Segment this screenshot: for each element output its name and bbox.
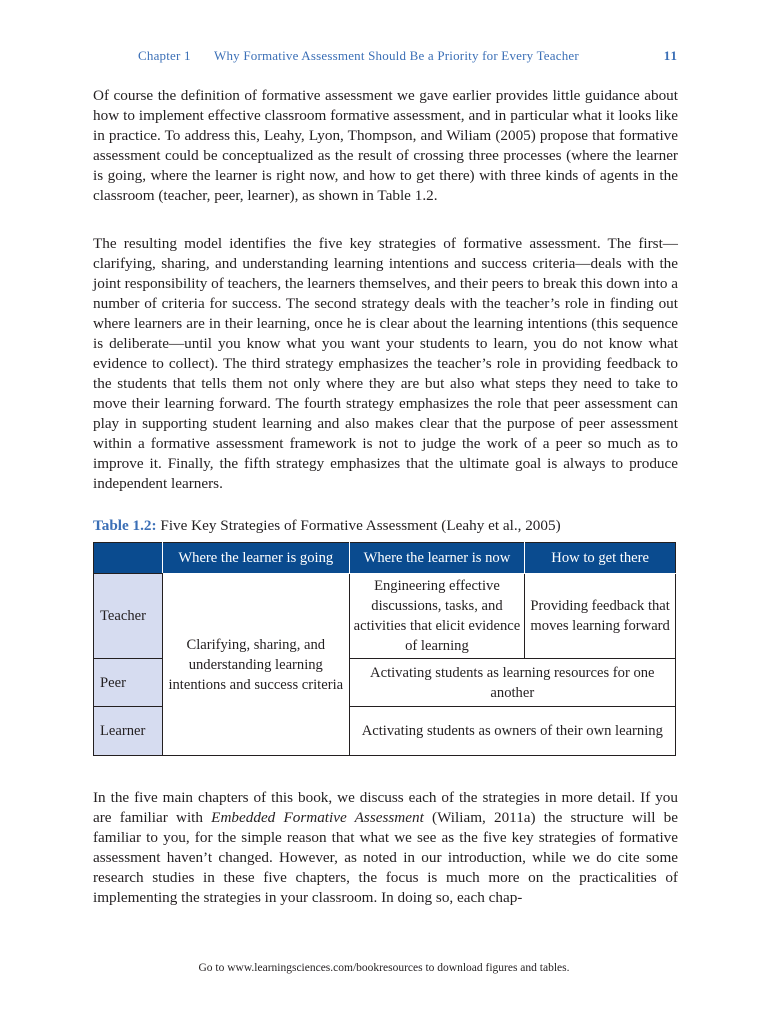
agent-learner: Learner bbox=[94, 707, 163, 756]
paragraph-3-start: In the five main chapters of this book, we discuss each of the strategies in more detail. If you are familiar with bbox=[93, 789, 678, 826]
strategies-table bbox=[93, 542, 676, 756]
book-title-italic: Embedded Formative Assessment bbox=[211, 809, 424, 826]
body-paragraph-1: Of course the definition of formative assessment we gave earlier provides little guidance about how to implement effective classroom formative assessment, and in particular what it looks like in practice. To address this, Leahy, Lyon, Thompson, and Wiliam (2005) propose that formative assessment could be conceptualized as the result of crossing three processes (where the learner is going, where the learner is right now, and how to get there) with three kinds of agents in the classroom (teacher, peer, learner), as shown in Table 1.2. bbox=[93, 87, 678, 204]
table-header-row bbox=[94, 543, 676, 574]
agent-peer: Peer bbox=[94, 659, 163, 707]
cell-clarifying-intentions: Clarifying, sharing, and understanding learning intentions and success criteria bbox=[162, 574, 349, 756]
chapter-title: Why Formative Assessment Should Be a Priority for Every Teacher bbox=[214, 48, 579, 63]
header-where-now: Where the learner is now bbox=[349, 543, 525, 574]
body-paragraph-3 bbox=[93, 788, 678, 908]
header-how-to-get-there: How to get there bbox=[525, 543, 676, 574]
cell-providing-feedback: Providing feedback that moves learning forward bbox=[525, 574, 676, 659]
header-where-going: Where the learner is going bbox=[162, 543, 349, 574]
cell-engineering-discussions: Engineering effective discussions, tasks, and activities that elicit evidence of learning bbox=[349, 574, 525, 659]
table-caption-label: Table 1.2: bbox=[93, 517, 157, 534]
cell-learner-owners: Activating students as owners of their own learning bbox=[349, 707, 675, 756]
footer-note: Go to www.learningsciences.com/bookresources to download figures and tables. bbox=[198, 962, 570, 974]
table-caption-text: Five Key Strategies of Formative Assessment (Leahy et al., 2005) bbox=[156, 517, 561, 534]
running-head bbox=[138, 48, 678, 68]
table-row bbox=[94, 574, 676, 659]
body-paragraph-2: The resulting model identifies the five key strategies of formative assessment. The first—clarifying, sharing, and understanding learning intentions and success criteria—deals with the joint responsibility of teachers, the learners themselves, and their peers to break this down into a number of criteria for success. The second strategy deals with the teacher’s role in finding out where learners are in their learning, once he is clear about the learning intentions (this sequence is deliberate—until you know what you want your students to learn, you do not know what evidence to collect). The third strategy emphasizes the teacher’s role in providing feedback to the students that tells them not only where they are but also what steps they need to take to move their learning forward. The fourth strategy emphasizes the role that peer assessment can play in supporting student learning and also makes clear that the purpose of peer assessment within a formative assessment framework is not to judge the work of a peer so much as to improve it. Finally, the fifth strategy emphasizes that the ultimate goal is always to produce independent learners. bbox=[93, 235, 678, 492]
page-number: 11 bbox=[663, 48, 678, 63]
table-corner-cell bbox=[94, 543, 163, 574]
cell-peer-resources: Activating students as learning resources for one another bbox=[349, 659, 675, 707]
agent-teacher: Teacher bbox=[94, 574, 163, 659]
table-caption bbox=[93, 517, 561, 535]
chapter-label: Chapter 1 bbox=[138, 48, 191, 63]
paragraph-3-end: (Wiliam, 2011a) the structure will be familiar to you, for the simple reason that what we see as the five key strategies of formative assessment haven’t changed. However, as noted in our introduction, while we do cite some research studies in these five chapters, the focus is much more on the practicalities of implementing the strategies in your classroom. In doing so, each chap- bbox=[93, 809, 678, 906]
